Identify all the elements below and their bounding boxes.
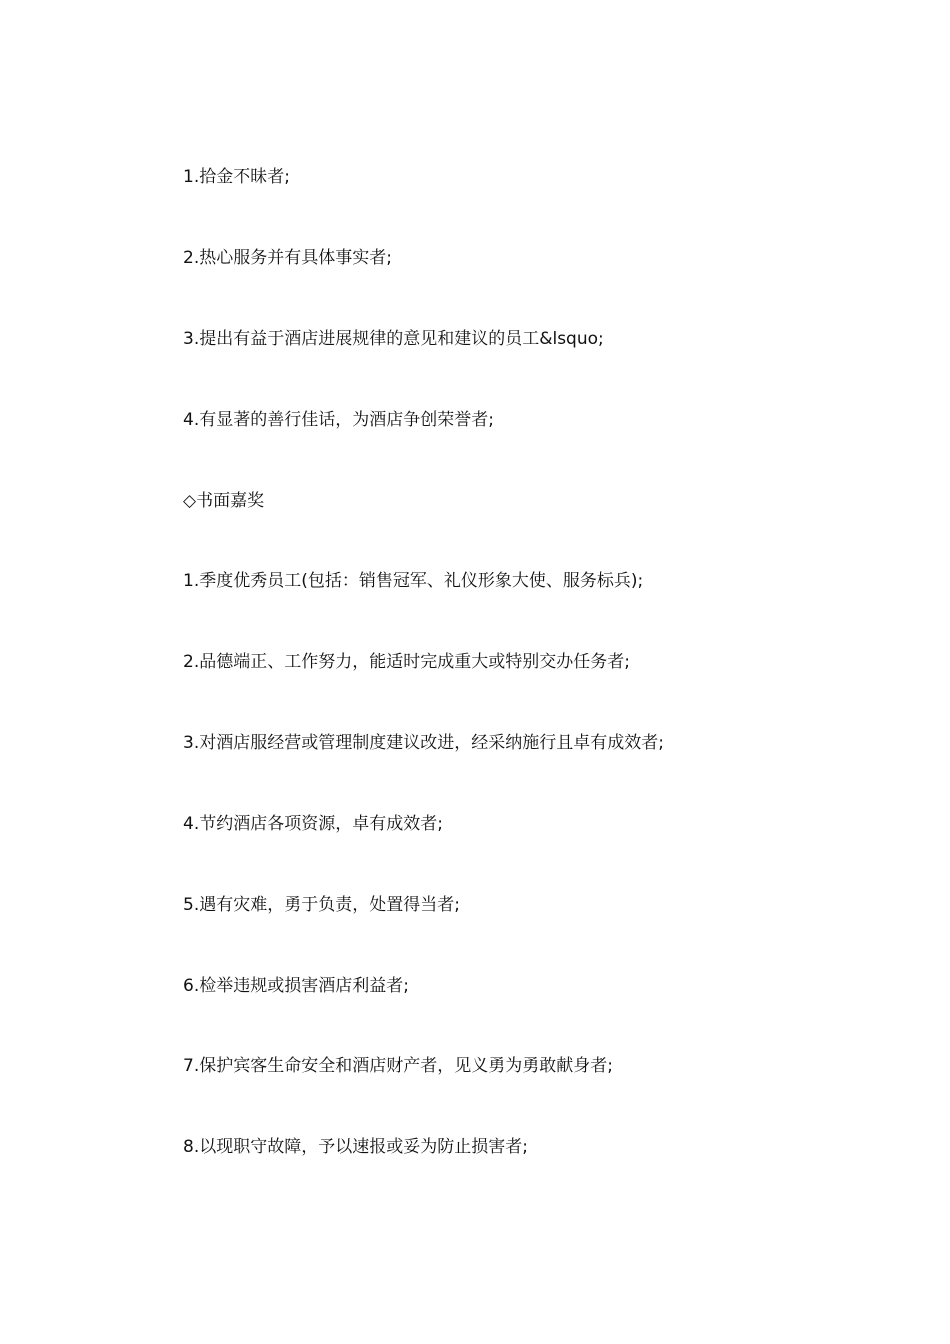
paragraph-line: 1.拾金不昧者;	[183, 167, 290, 187]
paragraph-line: 6.检举违规或损害酒店利益者;	[183, 976, 409, 996]
paragraph-line: 8.以现职守故障，予以速报或妥为防止损害者;	[183, 1137, 528, 1157]
paragraph-line: 5.遇有灾难，勇于负责，处置得当者;	[183, 895, 460, 915]
paragraph-line: 1.季度优秀员工(包括：销售冠军、礼仪形象大使、服务标兵);	[183, 571, 644, 591]
paragraph-line: 2.品德端正、工作努力，能适时完成重大或特别交办任务者;	[183, 652, 630, 672]
paragraph-line: 2.热心服务并有具体事实者;	[183, 248, 392, 268]
paragraph-line: 3.对酒店服经营或管理制度建议改进，经采纳施行且卓有成效者;	[183, 733, 664, 753]
paragraph-line: 7.保护宾客生命安全和酒店财产者，见义勇为勇敢献身者;	[183, 1056, 613, 1076]
section-heading: ◇书面嘉奖	[183, 491, 265, 511]
paragraph-line: 4.节约酒店各项资源，卓有成效者;	[183, 814, 443, 834]
paragraph-line: 3.提出有益于酒店进展规律的意见和建议的员工&lsquo;	[183, 329, 604, 349]
paragraph-line: 4.有显著的善行佳话，为酒店争创荣誉者;	[183, 410, 494, 430]
